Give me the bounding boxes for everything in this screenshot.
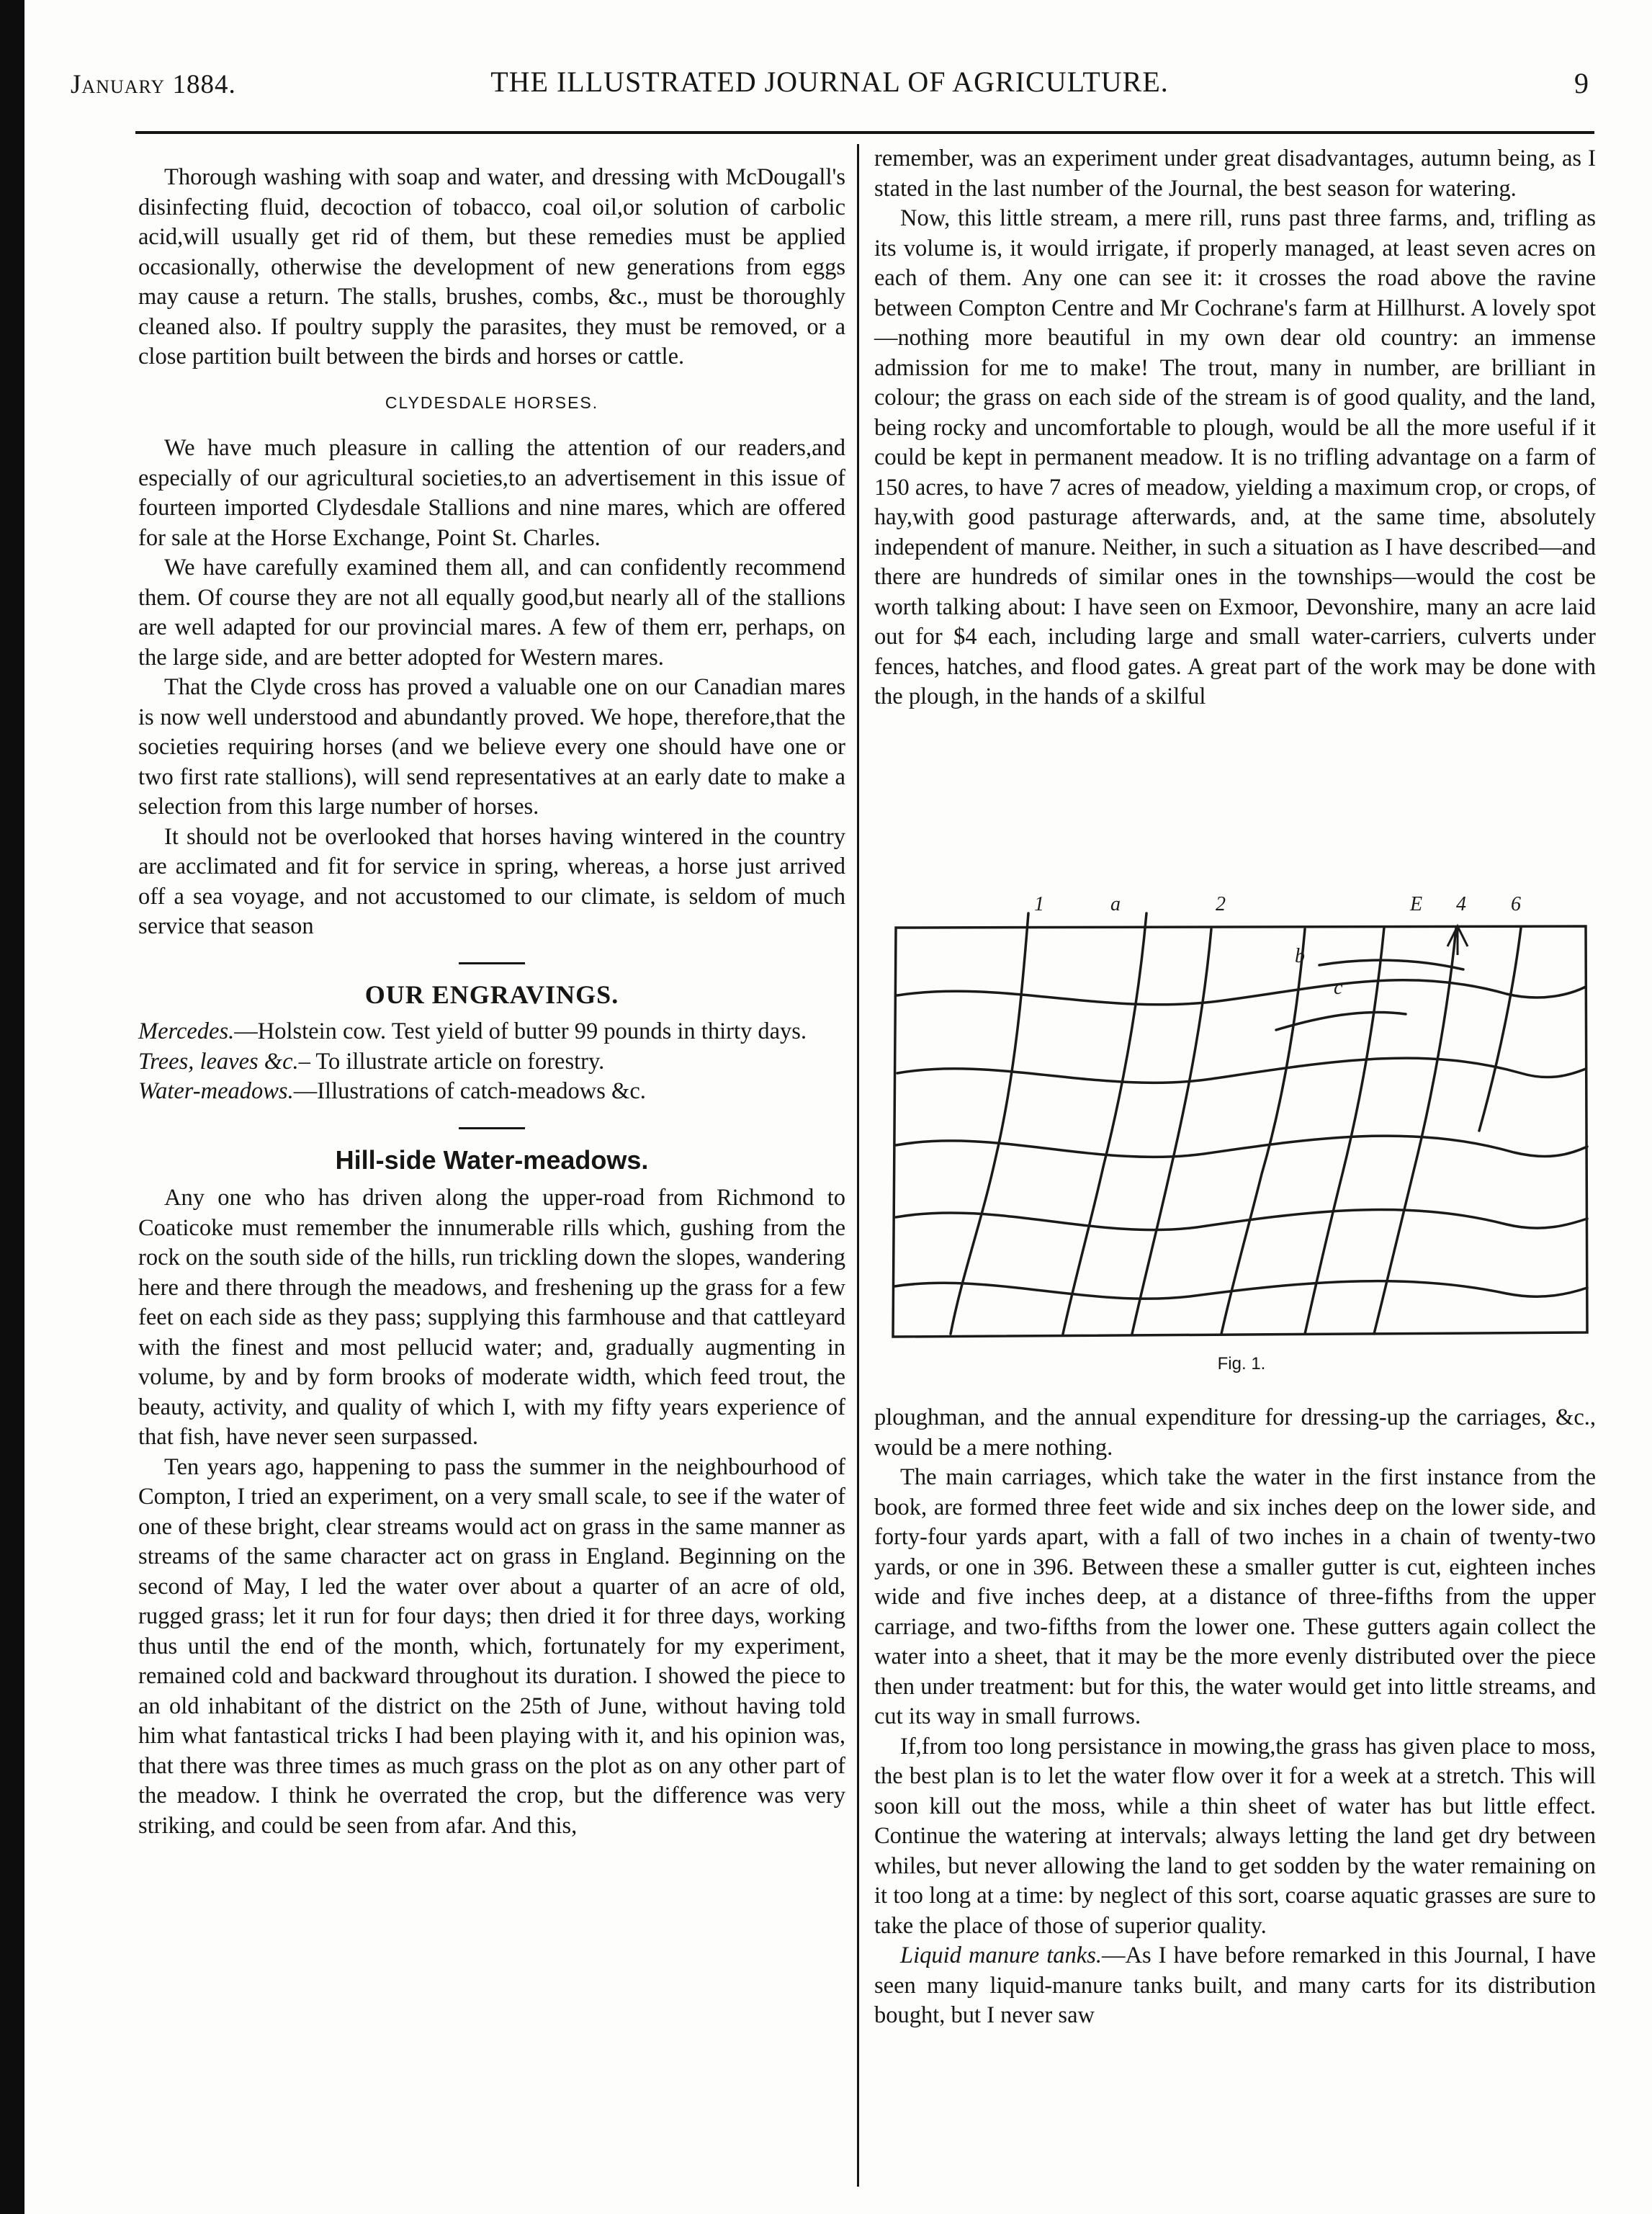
liquid-manure-text: —As I have before remarked in this Journal, I have seen many liquid-manure tanks built, and many carts for its distribution bought, but I never saw [874, 1942, 1596, 2028]
section-divider [459, 1127, 525, 1129]
figure-label-e: E [1410, 893, 1423, 915]
article-paragraph-6: The main carriages, which take the water in the first instance from the book, are formed three feet wide and six inches deep on the lower side, and forty-four yards apart, with a fall of two inches in a chain of twenty-two yards, or one in 396. Between these a smaller gutter is cut, eighteen inches wide and five inches deep, at a distance of three-fifths from the upper carriage, and two-fifths from the lower one. These gutters again collect the water into a sheet, that it may be the more evenly distributed over the piece then under treatment: but for this, the water would get into little streams, and cut its way in small furrows. [874, 1464, 1596, 1729]
article-paragraph-5: ploughman, and the annual expenditure for dressing-up the carriages, &c., would be a mere nothing. [874, 1404, 1596, 1461]
gutter-line-5 [894, 1281, 1587, 1299]
carriage-line-3 [1132, 929, 1211, 1334]
journal-title: THE ILLUSTRATED JOURNAL OF AGRICULTURE. [490, 66, 1169, 98]
page-edge [0, 0, 24, 2214]
article-paragraph-4: Now, this little stream, a mere rill, runs past three farms, and, trifling as its volume is, it would irrigate, if properly managed, at least seven acres on each of them. Any one can see it: it crosses the road above the ravine between Compton Centre and Mr Cochrane's farm at Hillhurst. A lovely spot—nothing more beautiful in my own dear old country: an immense admission for me to make! The trout, many in number, are brilliant in colour; the grass on each side of the stream is of good quality, and the land, being rocky and uncomfortable to plough, would be all the more useful if it could be kept in permanent meadow. It is no trifling advantage on a farm of 150 acres, to have 7 acres of meadow, yielding a maximum crop, or crops, of hay,with good pasturage afterwards, and, at the same time, absolutely independent of manure. Neither, in such a situation as I have described—and there are hundreds of similar ones in the townships—would the cost be worth talking about: I have seen on Exmoor, Devonshire, many an acre laid out for $4 each, including large and small water-carriers, culverts under fences, hatches, and flood gates. A great part of the work may be done with the plough, in the hands of a skilful [874, 205, 1596, 709]
clydesdale-paragraph-1: We have much pleasure in calling the attention of our readers,and especially of our agricultural societies,to an advertisement in this issue of fourteen imported Clydesdale Stallions and nine mares, which are offered for sale at the Horse Exchange, Point St. Charles. [138, 435, 845, 551]
page-number: 9 [1574, 67, 1589, 99]
engravings-heading: OUR ENGRAVINGS. [364, 980, 619, 1009]
figure-label-4: 4 [1456, 893, 1466, 915]
running-head [71, 63, 1589, 105]
engraving-term: Water-meadows. [138, 1078, 294, 1104]
figure-label-b: b [1295, 945, 1305, 967]
carriage-line-7 [1479, 928, 1521, 1131]
engraving-item-mercedes [138, 1017, 845, 1047]
liquid-manure-term: Liquid manure tanks. [900, 1942, 1102, 1968]
engraving-item-trees [138, 1047, 845, 1077]
gutter-sweep-b [1319, 960, 1463, 969]
engraving-term: Trees, leaves &c. [138, 1048, 299, 1075]
carriage-line-5 [1305, 928, 1384, 1334]
section-divider [459, 962, 525, 964]
gutter-line-2 [897, 1058, 1586, 1083]
clydesdale-paragraph-3: That the Clyde cross has proved a valuable one on our Canadian mares is now well understood and abundantly proved. We hope, therefore,that the societies requiring horses (and we believe every one should have one or two first rate stallions), will send representatives at an early date to make a selection from this large number of horses. [138, 674, 845, 820]
carriage-line-6 [1374, 928, 1456, 1334]
figure-caption: Fig. 1. [1217, 1354, 1266, 1373]
figure-label-2: 2 [1216, 893, 1226, 915]
article-paragraph-7: If,from too long persistance in mowing,the grass has given place to moss, the best plan is to let the water flow over it for a week at a stretch. This will soon kill out the moss, while a thin sheet of water has but little effect. Continue the watering at intervals; always letting the land get dry between whiles, but never allowing the land to get sodden by the water remaining on it too long at a time: by neglect of this sort, coarse aquatic grasses are sure to take the place of those of superior quality. [874, 1733, 1596, 1939]
carriage-line-2 [1063, 913, 1146, 1334]
clydesdale-heading: CLYDESDALE HORSES. [385, 393, 599, 412]
engraving-text: – To illustrate article on forestry. [298, 1048, 605, 1075]
clydesdale-paragraph-4: It should not be overlooked that horses having wintered in the country are acclimated and fit for service in spring, whereas, a horse just arrived off a sea voyage, and not accustomed to our climate, is seldom of much service that season [138, 823, 845, 939]
engraving-item-water-meadows [138, 1077, 845, 1107]
figure-label-1: 1 [1034, 893, 1044, 915]
article-paragraph-2: Ten years ago, happening to pass the summer in the neighbourhood of Compton, I tried an experiment, on a very small scale, to see if the water of one of these bright, clear streams would act on grass in the same manner as streams of the same character act on grass in England. Beginning on the second of May, I led the water over about a quarter of an acre of old, rugged grass; let it run for four days; then dried it for three days, working thus until the end of the month, which, fortunately for my experiment, remained cold and backward throughout its duration. I showed the piece to an old inhabitant of the district on the 25th of June, without having told him what fantastical tricks I had been playing with it, and his opinion was, that there was three times as much grass on the plot as on any other part of the meadow. I think he overrated the crop, but the difference was very striking, and could be seen from afar. And this, [138, 1453, 845, 1839]
right-column-bottom [874, 1403, 1596, 2031]
header-rule [135, 131, 1594, 134]
flood-gate-marker [1447, 926, 1468, 955]
engraving-term: Mercedes. [138, 1018, 235, 1044]
article-heading: Hill-side Water-meadows. [335, 1144, 649, 1175]
figure-label-6: 6 [1511, 893, 1521, 915]
gutter-line-1 [897, 980, 1586, 1005]
figure-label-c: c [1334, 977, 1343, 999]
figure-1 [887, 886, 1596, 1383]
article-paragraph-1: Any one who has driven along the upper-road from Richmond to Coaticoke must remember the innumerable rills which, gushing from the rock on the south side of the hills, run trickling down the slopes, wandering here and there through the meadows, and freshening up the grass for a few feet on each side as they pass; supplying this farmhouse and that cattleyard with the finest and most pellucid water; and, gradually augmenting in volume, by and by form brooks of moderate width, which feed trout, the beauty, activity, and quality of which I, with my fifty years experience of that fish, have never seen surpassed. [138, 1185, 845, 1450]
clydesdale-paragraph-2: We have carefully examined them all, and can confidently recommend them. Of course they are not all equally good,but nearly all of the stallions are well adapted for our provincial mares. A few of them err, perhaps, on the large side, and are better adopted for Western mares. [138, 555, 845, 671]
figure-label-a: a [1110, 893, 1121, 915]
engraving-text: —Holstein cow. Test yield of butter 99 pounds in thirty days. [234, 1018, 807, 1044]
left-column [138, 163, 845, 1841]
article-paragraph-3: remember, was an experiment under great disadvantages, autumn being, as I stated in the last number of the Journal, the best season for watering. [874, 145, 1596, 202]
water-meadow-diagram [887, 886, 1596, 1347]
article-paragraph-8 [874, 1941, 1596, 2031]
column-divider [857, 144, 859, 2187]
right-column-top [874, 144, 1596, 712]
gutter-line-4 [896, 1210, 1587, 1230]
parasites-paragraph: Thorough washing with soap and water, and dressing with McDougall's disinfecting fluid, decoction of tobacco, coal oil,or solution of carbolic acid,will usually get rid of them, but these remedies must be applied occasionally, otherwise the development of new generations from eggs may cause a return. The stalls, brushes, combs, &c., must be thoroughly cleaned also. If poultry supply the parasites, they must be removed, or a close partition built between the birds and horses or cattle. [138, 164, 845, 369]
engraving-text: —Illustrations of catch-meadows &c. [293, 1078, 646, 1104]
issue-date: January 1884. [71, 70, 236, 99]
carriage-line-1 [951, 913, 1028, 1334]
